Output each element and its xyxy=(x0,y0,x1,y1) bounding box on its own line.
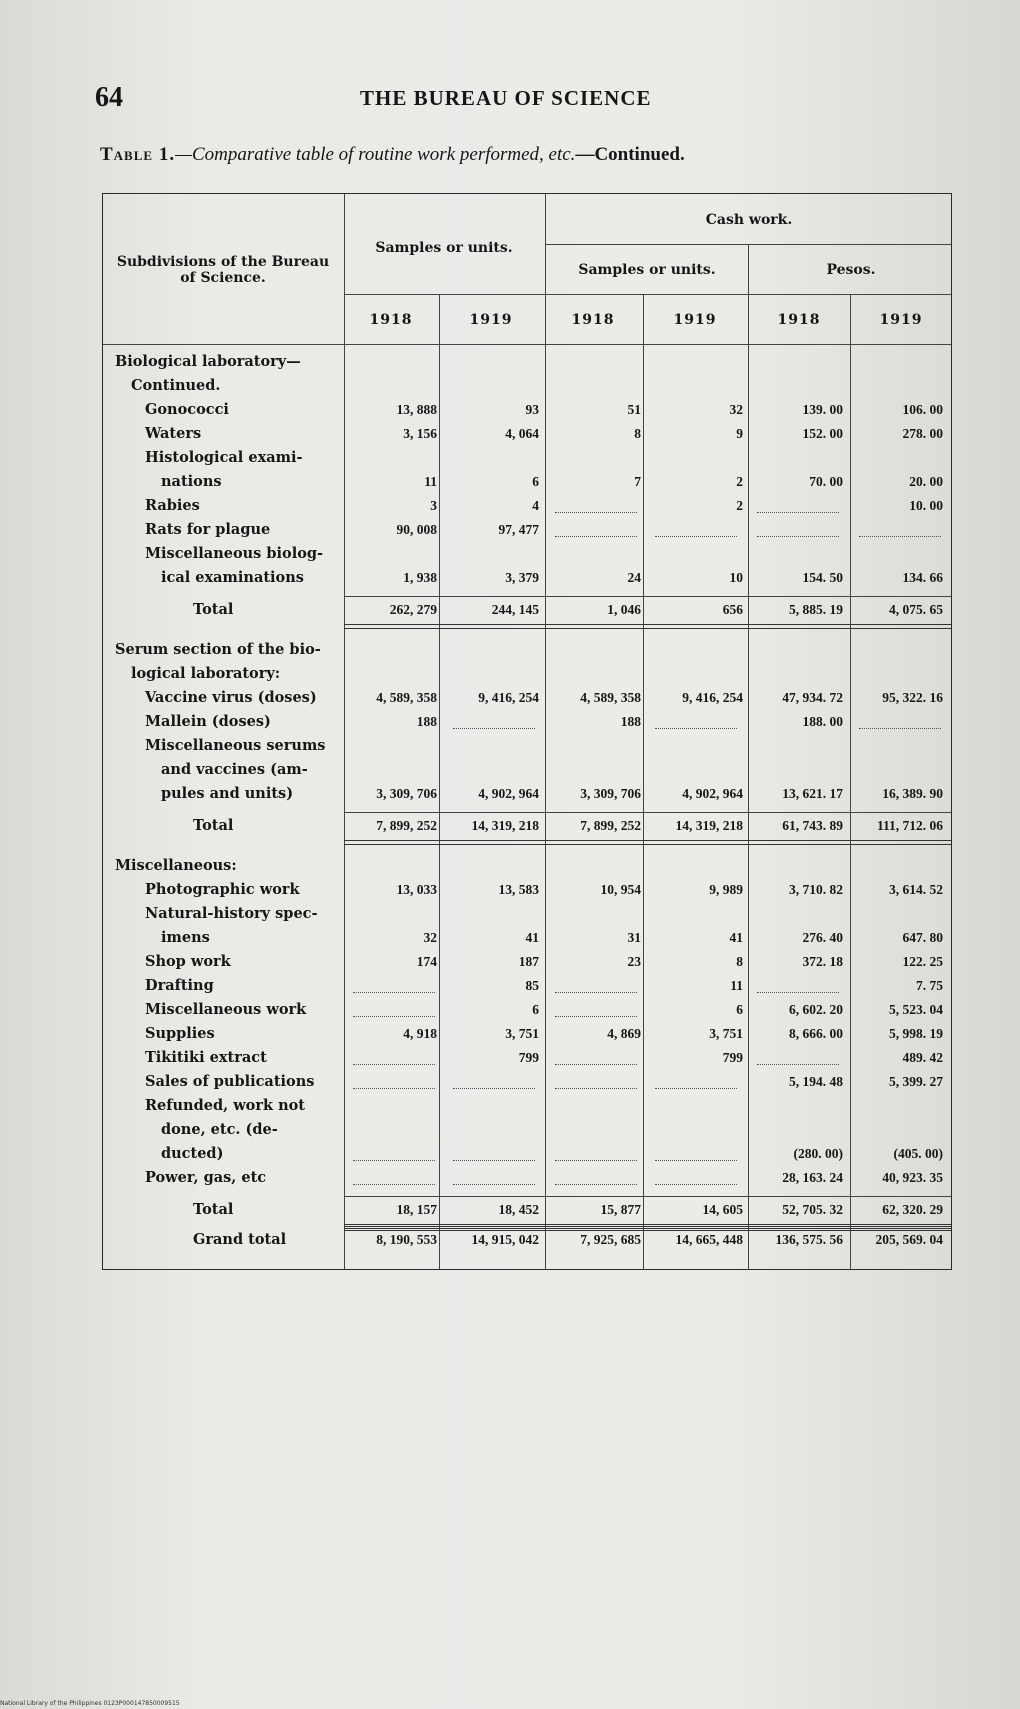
table-cell: 6 xyxy=(736,1002,743,1017)
table-cell: 8 xyxy=(634,426,641,441)
row-label: Serum section of the bio- xyxy=(115,641,321,658)
total-cell: 14, 319, 218 xyxy=(675,818,743,833)
total-cell: 14, 915, 042 xyxy=(471,1232,539,1247)
total-cell: 14, 605 xyxy=(702,1202,743,1217)
subtotal-rule xyxy=(344,596,951,597)
table-cell: 95, 322. 16 xyxy=(882,690,943,705)
table-cell: 3, 156 xyxy=(403,426,437,441)
table-cell: 31 xyxy=(627,930,641,945)
total-cell: 52, 705. 32 xyxy=(782,1202,843,1217)
table-cell: 51 xyxy=(627,402,641,417)
row-label: done, etc. (de- xyxy=(161,1121,278,1138)
empty-cell-leader xyxy=(555,512,637,513)
row-label: Miscellaneous serums xyxy=(145,737,326,754)
table-cell: 6 xyxy=(532,1002,539,1017)
total-cell: 15, 877 xyxy=(600,1202,641,1217)
total-cell: 205, 569. 04 xyxy=(875,1232,943,1247)
table-cell: 16, 389. 90 xyxy=(882,786,943,801)
table-cell: 3, 309, 706 xyxy=(580,786,641,801)
table-cell: 4, 589, 358 xyxy=(580,690,641,705)
table-cell: (405. 00) xyxy=(893,1146,943,1161)
table-cell: 187 xyxy=(518,954,539,969)
data-table xyxy=(102,193,952,1270)
page-header xyxy=(95,82,945,122)
row-label: Power, gas, etc xyxy=(145,1169,267,1186)
empty-cell-leader xyxy=(555,992,637,993)
double-rule xyxy=(344,1226,951,1231)
total-row-label: Total xyxy=(193,1201,234,1218)
total-cell: 111, 712. 06 xyxy=(876,818,943,833)
table-cell: 5, 998. 19 xyxy=(889,1026,943,1041)
header-cash-work: Cash work. xyxy=(705,212,793,228)
total-cell: 7, 899, 252 xyxy=(376,818,437,833)
table-cell: 47, 934. 72 xyxy=(782,690,843,705)
table-cell: 647. 80 xyxy=(902,930,943,945)
header-pesos: Pesos. xyxy=(826,262,876,278)
table-cell: 7 xyxy=(634,474,641,489)
table-cell: 188. 00 xyxy=(802,714,843,729)
table-cell: 8 xyxy=(736,954,743,969)
subtotal-rule xyxy=(344,812,951,813)
year-header: 1918 xyxy=(571,312,615,328)
table-cell: 32 xyxy=(423,930,437,945)
empty-cell-leader xyxy=(555,1088,637,1089)
subtotal-rule xyxy=(344,1196,951,1197)
table-cell: 4, 902, 964 xyxy=(478,786,539,801)
table-cell: 122. 25 xyxy=(902,954,943,969)
table-cell: 3 xyxy=(430,498,437,513)
table-cell: 106. 00 xyxy=(902,402,943,417)
table-cell: 5, 523. 04 xyxy=(889,1002,943,1017)
table-cell: 41 xyxy=(525,930,539,945)
empty-cell-leader xyxy=(353,1016,435,1017)
table-cell: 3, 379 xyxy=(505,570,539,585)
empty-cell-leader xyxy=(859,536,941,537)
table-cell: 3, 751 xyxy=(505,1026,539,1041)
table-cell: 152. 00 xyxy=(802,426,843,441)
table-cell: 9, 416, 254 xyxy=(682,690,743,705)
header-samples-or-units: Samples or units. xyxy=(375,240,513,256)
total-cell: 14, 665, 448 xyxy=(675,1232,743,1247)
table-cell: 2 xyxy=(736,498,743,513)
row-label: Biological laboratory— xyxy=(115,353,301,370)
table-cell: 10, 954 xyxy=(600,882,641,897)
table-cell: 154. 50 xyxy=(802,570,843,585)
table-cell: 372. 18 xyxy=(802,954,843,969)
empty-cell-leader xyxy=(757,1064,839,1065)
col-divider xyxy=(439,294,440,1269)
table-cell: 85 xyxy=(525,978,539,993)
table-cell: 4, 902, 964 xyxy=(682,786,743,801)
table-cell: 11 xyxy=(424,474,437,489)
table-cell: 13, 033 xyxy=(396,882,437,897)
row-label: Drafting xyxy=(145,977,214,994)
total-cell: 18, 452 xyxy=(498,1202,539,1217)
table-cell: 20. 00 xyxy=(909,474,943,489)
table-cell: 13, 621. 17 xyxy=(782,786,843,801)
table-cell: 97, 477 xyxy=(498,522,539,537)
table-cell: 23 xyxy=(627,954,641,969)
table-cell: 9, 416, 254 xyxy=(478,690,539,705)
col-divider xyxy=(344,194,345,1269)
table-cell: 139. 00 xyxy=(802,402,843,417)
col-divider xyxy=(850,294,851,1269)
row-label: pules and units) xyxy=(161,785,294,802)
total-cell: 1, 046 xyxy=(607,602,641,617)
table-cell: 3, 710. 82 xyxy=(789,882,843,897)
row-label: ducted) xyxy=(161,1145,224,1162)
empty-cell-leader xyxy=(859,728,941,729)
row-label: Vaccine virus (doses) xyxy=(145,689,317,706)
row-label: Miscellaneous biolog- xyxy=(145,545,324,562)
table-label: Table 1. xyxy=(100,144,176,165)
row-label: Rats for plague xyxy=(145,521,271,538)
col-divider xyxy=(748,244,749,1269)
table-cell: 10. 00 xyxy=(909,498,943,513)
header-rule xyxy=(545,244,951,245)
double-rule xyxy=(344,840,951,845)
table-cell: 41 xyxy=(729,930,743,945)
running-head: THE BUREAU OF SCIENCE xyxy=(360,86,652,110)
row-label: Mallein (doses) xyxy=(145,713,271,730)
empty-cell-leader xyxy=(655,1184,737,1185)
row-label: Refunded, work not xyxy=(145,1097,305,1114)
row-label: Miscellaneous work xyxy=(145,1001,307,1018)
table-cell: 4, 918 xyxy=(403,1026,437,1041)
row-label: Supplies xyxy=(145,1025,215,1042)
empty-cell-leader xyxy=(757,536,839,537)
empty-cell-leader xyxy=(757,992,839,993)
table-title: —Comparative table of routine work performed, etc. xyxy=(175,144,576,165)
row-label: Tikitiki extract xyxy=(145,1049,267,1066)
col-divider xyxy=(643,294,644,1269)
table-continued: —Continued. xyxy=(575,144,685,165)
total-cell: 7, 899, 252 xyxy=(580,818,641,833)
year-header: 1918 xyxy=(369,312,413,328)
table-cell: 3, 309, 706 xyxy=(376,786,437,801)
table-cell: 70. 00 xyxy=(809,474,843,489)
table-cell: 5, 194. 48 xyxy=(789,1074,843,1089)
table-cell: 28, 163. 24 xyxy=(782,1170,843,1185)
table-cell: 489. 42 xyxy=(902,1050,943,1065)
empty-cell-leader xyxy=(555,536,637,537)
table-cell: 9 xyxy=(736,426,743,441)
total-cell: 8, 190, 553 xyxy=(376,1232,437,1247)
table-caption xyxy=(100,144,960,166)
row-label: logical laboratory: xyxy=(131,665,281,682)
table-cell: 6, 602. 20 xyxy=(789,1002,843,1017)
total-row-label: Grand total xyxy=(193,1231,287,1248)
year-header: 1918 xyxy=(777,312,821,328)
table-cell: 174 xyxy=(416,954,437,969)
total-cell: 136, 575. 56 xyxy=(775,1232,843,1247)
year-header: 1919 xyxy=(673,312,717,328)
empty-cell-leader xyxy=(453,1088,535,1089)
row-label: ical examinations xyxy=(161,569,304,586)
header-rule xyxy=(103,344,951,345)
total-row-label: Total xyxy=(193,601,234,618)
empty-cell-leader xyxy=(353,1160,435,1161)
empty-cell-leader xyxy=(353,1088,435,1089)
total-cell: 61, 743. 89 xyxy=(782,818,843,833)
total-cell: 244, 145 xyxy=(491,602,539,617)
total-cell: 7, 925, 685 xyxy=(580,1232,641,1247)
table-cell: 3, 751 xyxy=(709,1026,743,1041)
row-label: and vaccines (am- xyxy=(161,761,308,778)
table-cell: 4 xyxy=(532,498,539,513)
row-label: Sales of publications xyxy=(145,1073,315,1090)
year-header: 1919 xyxy=(469,312,513,328)
empty-cell-leader xyxy=(555,1184,637,1185)
row-label: Histological exami- xyxy=(145,449,303,466)
row-label: Photographic work xyxy=(145,881,300,898)
table-cell: 188 xyxy=(416,714,437,729)
empty-cell-leader xyxy=(555,1016,637,1017)
table-cell: 278. 00 xyxy=(902,426,943,441)
table-cell: 6 xyxy=(532,474,539,489)
table-cell: 2 xyxy=(736,474,743,489)
table-cell: 13, 888 xyxy=(396,402,437,417)
table-cell: 32 xyxy=(729,402,743,417)
table-cell: 8, 666. 00 xyxy=(789,1026,843,1041)
empty-cell-leader xyxy=(655,536,737,537)
table-cell: 276. 40 xyxy=(802,930,843,945)
total-cell: 262, 279 xyxy=(389,602,437,617)
header-subdivisions: Subdivisions of the Bureau of Science. xyxy=(116,254,330,286)
row-label: Continued. xyxy=(131,377,221,394)
row-label: Natural-history spec- xyxy=(145,905,318,922)
double-rule xyxy=(344,624,951,629)
table-cell: 93 xyxy=(525,402,539,417)
total-cell: 4, 075. 65 xyxy=(889,602,943,617)
header-cash-samples: Samples or units. xyxy=(578,262,716,278)
total-cell: 5, 885. 19 xyxy=(789,602,843,617)
empty-cell-leader xyxy=(555,1064,637,1065)
table-cell: 4, 064 xyxy=(505,426,539,441)
table-cell: 134. 66 xyxy=(902,570,943,585)
table-cell: 3, 614. 52 xyxy=(889,882,943,897)
table-cell: 5, 399. 27 xyxy=(889,1074,943,1089)
year-header: 1919 xyxy=(879,312,923,328)
empty-cell-leader xyxy=(655,1088,737,1089)
table-cell: 10 xyxy=(729,570,743,585)
row-label: Rabies xyxy=(145,497,200,514)
total-cell: 656 xyxy=(722,602,743,617)
row-label: Shop work xyxy=(145,953,231,970)
empty-cell-leader xyxy=(757,512,839,513)
table-cell: 24 xyxy=(627,570,641,585)
empty-cell-leader xyxy=(453,1160,535,1161)
header-rule xyxy=(344,294,951,295)
row-label: Waters xyxy=(145,425,202,442)
empty-cell-leader xyxy=(453,1184,535,1185)
table-cell: 4, 869 xyxy=(607,1026,641,1041)
table-cell: 799 xyxy=(518,1050,539,1065)
total-row-label: Total xyxy=(193,817,234,834)
empty-cell-leader xyxy=(555,1160,637,1161)
row-label: Miscellaneous: xyxy=(115,857,237,874)
table-cell: 13, 583 xyxy=(498,882,539,897)
table-cell: 11 xyxy=(730,978,743,993)
row-label: nations xyxy=(161,473,222,490)
table-cell: 9, 989 xyxy=(709,882,743,897)
total-cell: 18, 157 xyxy=(396,1202,437,1217)
empty-cell-leader xyxy=(655,728,737,729)
table-cell: 7. 75 xyxy=(916,978,943,993)
empty-cell-leader xyxy=(353,1064,435,1065)
empty-cell-leader xyxy=(353,1184,435,1185)
table-cell: 188 xyxy=(620,714,641,729)
table-cell: 799 xyxy=(722,1050,743,1065)
table-cell: 1, 938 xyxy=(403,570,437,585)
total-cell: 62, 320. 29 xyxy=(882,1202,943,1217)
table-cell: 4, 589, 358 xyxy=(376,690,437,705)
table-cell: 90, 008 xyxy=(396,522,437,537)
col-divider xyxy=(545,194,546,1269)
row-label: imens xyxy=(161,929,210,946)
table-cell: (280. 00) xyxy=(793,1146,843,1161)
page-number: 64 xyxy=(95,82,123,113)
empty-cell-leader xyxy=(453,728,535,729)
empty-cell-leader xyxy=(353,992,435,993)
empty-cell-leader xyxy=(655,1160,737,1161)
table-cell: 40, 923. 35 xyxy=(882,1170,943,1185)
row-label: Gonococci xyxy=(145,401,229,418)
total-cell: 14, 319, 218 xyxy=(471,818,539,833)
digitization-note: National Library of the Philippines 0123P000147850009515 xyxy=(0,1700,180,1707)
